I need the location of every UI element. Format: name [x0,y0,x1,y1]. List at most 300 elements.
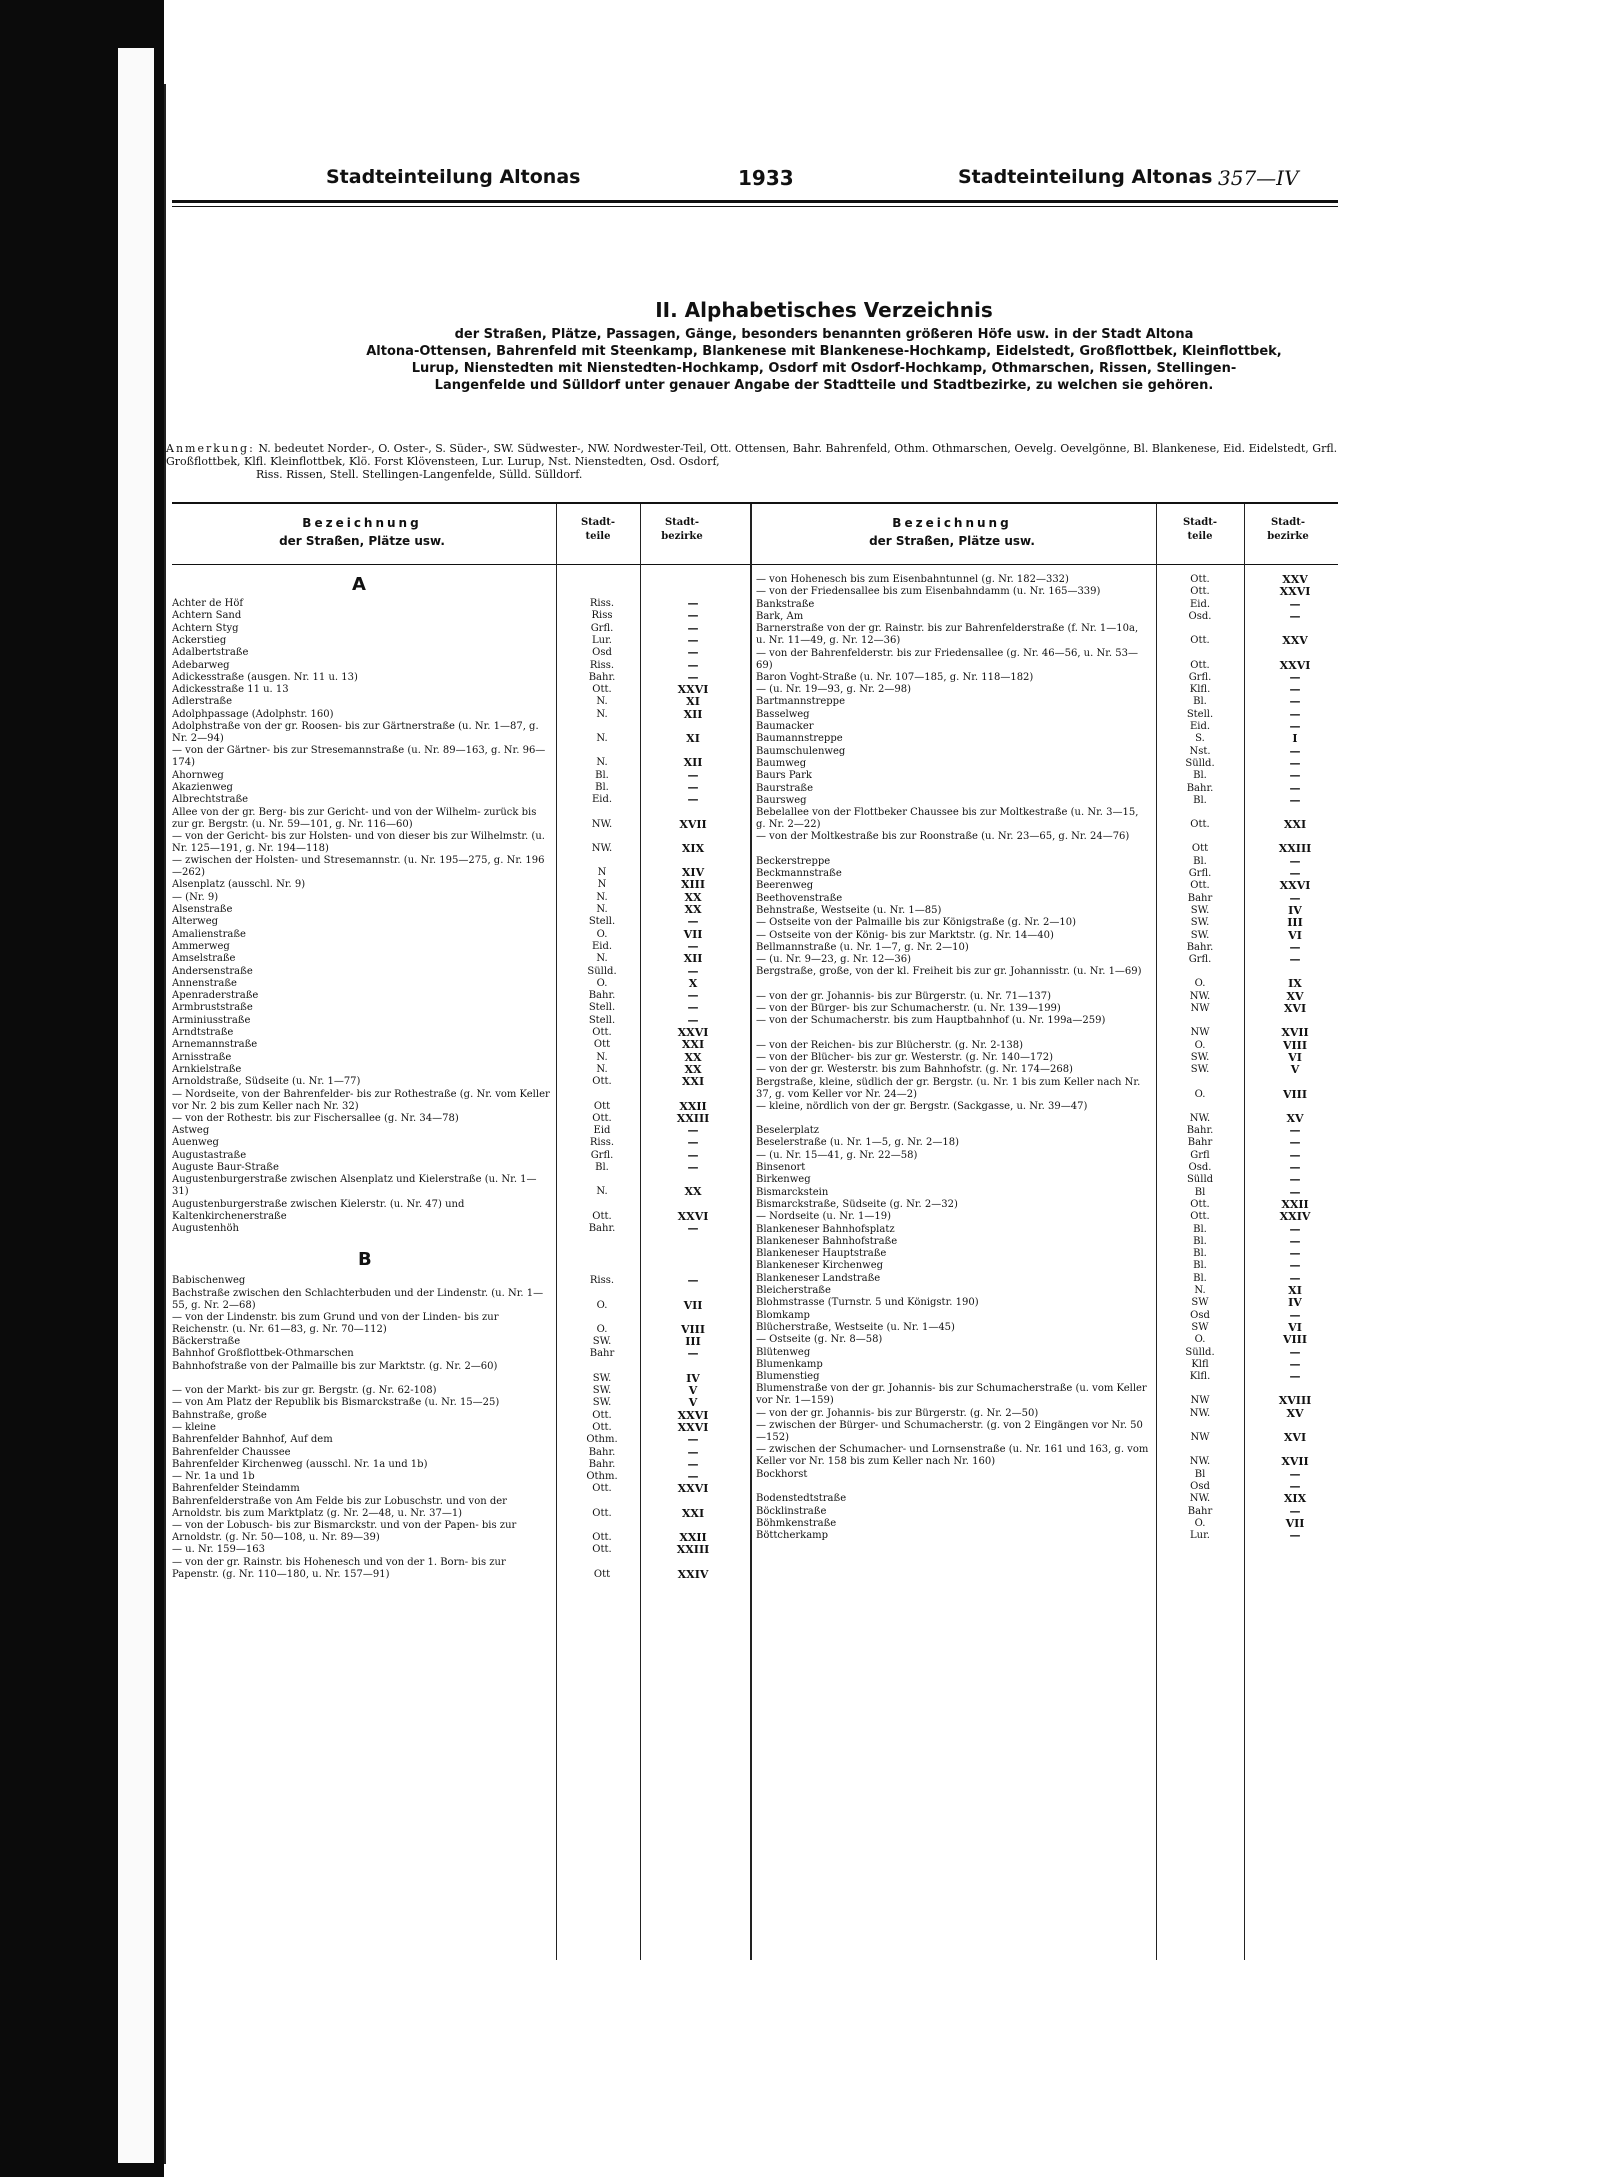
street-entry [172,1447,740,1459]
street-entry [756,917,1342,929]
street-name: Babischenweg [172,1275,246,1287]
street-entry [756,1359,1342,1371]
street-name: Bachstraße zwischen den Schlachterbuden und der Lindenstr. (u. Nr. 1—55, g. Nr. 2—68) [172,1287,544,1311]
street-name: Baumacker [756,721,814,732]
header-line: bezirke [1267,531,1309,542]
stadtbezirk-value: XIX [1283,1492,1307,1506]
street-name: Adolphpassage (Adolphstr. 160) [172,708,334,720]
stadtbezirk-value: XV [1286,1111,1304,1125]
street-name: Blankeneser Landstraße [756,1272,881,1284]
street-entry [756,1174,1342,1186]
stadtbezirk-value: — [1289,1357,1301,1371]
street-name: — von der Friedensallee bis zum Eisenbahndamm (u. Nr. 165—339) [756,586,1101,598]
stadtbezirk-value: XXIII [676,1543,710,1557]
header-line: Bezeichnung [892,516,1012,530]
street-entry [756,1469,1342,1481]
stadtbezirk-value: — [687,1470,699,1484]
stadtbezirk-value: XIII [681,878,705,892]
street-name: Blankeneser Hauptstraße [756,1248,887,1260]
stadtbezirk-value: V [688,1396,698,1410]
stadtteil-value: Bahr [1187,1137,1213,1149]
stadtbezirk-value: — [687,633,699,647]
street-name: Bankstraße [756,598,815,610]
street-entry [172,1125,740,1137]
stadtteil-value: Eid [593,1125,611,1137]
stadtbezirk-value: — [1289,891,1301,905]
stadtteil-value: S. [1195,733,1205,745]
street-name: Amselstraße [172,953,236,965]
street-name: Baron Voght-Straße (u. Nr. 107—185, g. Nr. 118—182) [756,671,1034,683]
table-top-rule [172,502,1338,504]
stadtbezirk-value: — [1289,769,1301,783]
street-entry [172,855,740,879]
street-entry [756,709,1342,721]
stadtbezirk-value: — [687,670,699,684]
stadtteil-value: Stell. [588,1014,616,1026]
stadtbezirk-value: V [688,1384,698,1397]
street-name: Augustenburgerstraße zwischen Kielerstr. (u. Nr. 47) und Kaltenkirchenerstraße [172,1198,465,1222]
header-line: Stadt- [580,517,616,528]
street-name: Böcklinstraße [756,1505,827,1517]
stadtbezirk-value: V [1290,1063,1300,1077]
street-entry [172,1471,740,1483]
stadtbezirk-value: XXVI [677,683,709,697]
remark [166,442,1346,481]
right-bezirke-header [1248,516,1328,544]
street-name: Bartmannstreppe [756,696,846,708]
right-teile-header [1160,516,1240,544]
street-name: Arnoldstraße, Südseite (u. Nr. 1—77) [172,1076,361,1088]
stadtbezirk-value: — [687,1457,699,1471]
stadtbezirk-value: — [687,1433,699,1447]
street-entry [172,1544,740,1556]
stadtteil-value: Ott. [1190,659,1210,671]
street-entry [756,1040,1342,1052]
street-name: Apenraderstraße [172,990,259,1002]
street-name: — kleine [172,1421,216,1433]
stadtteil-value: N. [596,904,608,915]
stadtbezirk-value: XXIV [1279,1210,1311,1224]
stadtteil-value: Ott. [1190,880,1210,892]
street-name: Bahnhofstraße von der Palmaille bis zur Marktstr. (g. Nr. 2—60) [172,1360,498,1372]
stadtbezirk-value: XIX [681,841,705,855]
street-entry [172,672,740,684]
stadtteil-value: SW. [592,1336,612,1348]
street-name: Armbruststraße [172,1002,253,1014]
street-name: Bark, Am [756,610,804,622]
stadtteil-value: Ott. [592,1210,612,1222]
street-name: Ackerstieg [172,634,227,646]
stadtbezirk-value: XX [684,1062,702,1076]
stadtbezirk-value: — [1289,1234,1301,1248]
stadtbezirk-value: XXII [679,1099,707,1113]
street-name: — von der gr. Westerstr. bis zum Bahnhofstr. (g. Nr. 174—268) [756,1064,1073,1076]
street-entry [172,1113,740,1125]
street-entry [172,709,740,721]
header-rule [172,200,1338,203]
street-name: — von der Blücher- bis zur gr. Westerstr. (g. Nr. 140—172) [756,1051,1053,1063]
stadtbezirk-value: XX [684,890,702,904]
stadtteil-value: Ott [1191,843,1209,855]
stadtbezirk-value: XXVI [1279,658,1311,672]
stadtteil-value: Stell. [588,916,616,928]
stadtteil-value: Ott [593,1568,611,1580]
title-block [264,298,1384,394]
stadtbezirk-value: XXII [1281,1197,1309,1211]
street-name: Achtern Styg [172,622,239,634]
street-entry [172,831,740,855]
stadtteil-value: Ott [593,1100,611,1112]
street-entry [172,1434,740,1446]
street-name: Baumschulenweg [756,745,846,757]
stadtbezirk-value: — [687,658,699,672]
stadtbezirk-value: — [1289,1345,1301,1359]
street-name: Beckmannstraße [756,868,842,879]
header-line: bezirke [661,531,703,542]
street-entry [756,966,1342,990]
street-entry [172,1027,740,1039]
street-entry [756,721,1342,733]
stadtbezirk-value: — [1289,683,1301,697]
street-entry [756,1064,1342,1076]
street-entry [756,1137,1342,1149]
street-name: Beerenweg [756,880,814,892]
stadtbezirk-value: — [1289,1222,1301,1236]
stadtbezirk-value: VII [1285,1516,1305,1530]
street-name: Blütenweg [756,1346,811,1358]
street-name: Blankeneser Bahnhofstraße [756,1235,898,1247]
street-entry [172,1312,740,1336]
street-name: Behnstraße, Westseite (u. Nr. 1—85) [756,904,942,916]
street-name: Arminiusstraße [172,1014,251,1026]
street-name: Bleicherstraße [756,1285,831,1296]
stadtteil-value: Riss. [589,1275,615,1287]
street-entry [172,904,740,916]
street-entry [172,1397,740,1409]
street-name: Bodenstedtstraße [756,1493,847,1505]
stadtteil-value: Ott. [1190,819,1210,831]
street-entry [756,1297,1342,1309]
stadtbezirk-value: XXVI [1279,879,1311,893]
street-entry [172,1288,740,1312]
street-entry [172,1557,740,1581]
header-rule-thin [172,206,1338,207]
street-name: Blankeneser Bahnhofsplatz [756,1223,895,1235]
street-name: — von der Lindenstr. bis zum Grund und von der Linden- bis zur Reichenstr. (u. Nr. 61—83, g. Nr. 70—112) [172,1311,499,1335]
stadtteil-value: Klfl [1191,1358,1209,1370]
stadtteil-value: N. [1194,1285,1206,1296]
street-entry [172,1410,740,1422]
header-line: Stadt- [1270,517,1306,528]
stadtteil-value: N [597,867,607,879]
street-name: — Nordseite, von der Bahrenfelder- bis zur Rothestraße (g. Nr. vom Keller vor Nr. 2 bis zum Keller nach Nr. 32) [172,1088,550,1112]
stadtbezirk-value: XX [684,1185,702,1199]
header-right-title: Stadteinteilung Altonas [958,166,1213,188]
stadtteil-value: Bl. [1193,1235,1207,1247]
street-name: Augustastraße [172,1149,247,1161]
street-name: Achtern Sand [172,610,242,622]
street-entry [756,1015,1342,1039]
stadtteil-value: Ott. [592,1027,612,1038]
street-entry [172,1348,740,1360]
stadtbezirk-value: — [687,1161,699,1174]
stadtbezirk-value: XXIV [677,1567,709,1581]
street-name: Adickesstraße 11 u. 13 [172,684,289,696]
street-table [166,514,1366,1964]
street-name: Albrechtstraße [172,794,249,806]
street-entry [172,1162,740,1174]
stadtteil-value: Ott. [592,684,612,696]
stadtbezirk-value: XXV [1282,634,1308,648]
stadtbezirk-value: — [687,1013,699,1027]
header-year: 1933 [738,166,794,190]
street-name: — (Nr. 9) [172,891,219,903]
stadtbezirk-value: XXIII [1278,842,1312,856]
street-name: Blohmstrasse (Turnstr. 5 und Königstr. 190) [756,1297,979,1309]
street-entry [172,1076,740,1088]
stadtteil-value: Ott. [1190,574,1210,585]
stadtteil-value: NW [1190,1395,1210,1407]
street-entry [172,879,740,891]
street-entry [172,610,740,622]
street-entry [172,1150,740,1162]
street-entry [756,991,1342,1003]
street-name: Annenstraße [172,977,237,989]
street-name: — (u. Nr. 9—23, g. Nr. 12—36) [756,954,912,966]
street-entry [756,1334,1342,1346]
street-entry [756,807,1342,831]
stadtteil-value: N. [596,1051,608,1063]
stadtbezirk-value: XXVI [1279,585,1311,599]
stadtbezirk-value: IV [1288,1296,1302,1310]
street-entry [172,1039,740,1051]
stadtbezirk-value: — [687,915,699,929]
remark-label: Anmerkung: [166,442,255,455]
street-entry [172,1223,740,1235]
stadtbezirk-value: — [687,793,699,807]
header-left-title: Stadteinteilung Altonas [326,166,581,188]
stadtbezirk-value: — [687,621,699,635]
stadtteil-value: Riss. [589,659,615,671]
street-name: Andersenstraße [172,965,253,977]
street-entry [756,696,1342,708]
stadtbezirk-value: XXI [681,1038,705,1052]
stadtteil-value: Sülld. [1185,1346,1215,1358]
stadtbezirk-value: — [687,597,699,610]
street-entry [756,1211,1342,1223]
stadtteil-value: Ott. [592,1112,612,1124]
street-entry [172,953,740,965]
stadtbezirk-value: XXIII [676,1111,710,1125]
stadtbezirk-value: — [1289,1504,1301,1518]
header-page-number: 357—IV [1218,166,1299,190]
stadtbezirk-value: — [687,1274,699,1288]
stadtteil-value: N. [596,757,608,769]
street-entry [756,1408,1342,1420]
stadtbezirk-value: XXVI [677,1420,709,1434]
street-name: — Nr. 1a und 1b [172,1471,255,1483]
stadtteil-value: Bahr. [588,1458,616,1470]
left-teile-header [558,516,638,544]
stadtteil-value: Bl. [1193,1272,1207,1284]
street-name: Blumenstraße von der gr. Johannis- bis zur Schumacherstraße (u. vom Keller vor Nr. 1—159) [756,1383,1147,1407]
stadtbezirk-value: XI [686,732,700,745]
header-line: Bezeichnung [302,516,422,530]
stadtbezirk-value: — [1289,854,1301,868]
subtitle-line: Lurup, Nienstedten mit Nienstedten-Hochkamp, Osdorf mit Osdorf-Hochkamp, Othmarschen, Rissen, Stellingen- [411,361,1237,376]
left-bezirke-header [642,516,722,544]
street-name: Bergstraße, große, von der kl. Freiheit bis zur gr. Johannisstr. (u. Nr. 1—69) [756,966,1142,978]
stadtbezirk-value: — [1289,1161,1301,1174]
street-entry [756,831,1342,855]
stadtbezirk-value: — [1289,1479,1301,1493]
stadtbezirk-value: — [1289,1136,1301,1150]
stadtteil-value: N. [596,708,608,720]
header-line: Stadt- [664,517,700,528]
stadtbezirk-value: — [687,1347,699,1361]
street-entry [756,599,1342,611]
street-name: Blumenkamp [756,1358,823,1370]
stadtbezirk-value: VII [683,927,703,941]
stadtbezirk-value: XXVI [677,1026,709,1039]
street-entry [756,954,1342,966]
street-name: Baumweg [756,757,807,769]
street-name [756,1481,1150,1493]
stadtbezirk-value: VII [683,1298,703,1312]
street-entry [756,893,1342,905]
street-entry [756,795,1342,807]
street-entry [172,1199,740,1223]
stadtteil-value: Bahr. [588,1222,616,1234]
stadtteil-value: Grfl. [1188,954,1212,966]
stadtbezirk-value: — [1289,867,1301,880]
street-entry [172,807,740,831]
stadtteil-value: Bl. [595,1162,609,1173]
stadtteil-value: Bl. [1193,696,1207,708]
stadtteil-value: Ott. [592,1409,612,1421]
stadtteil-value: SW [1191,1321,1209,1333]
street-name: — von der gr. Rainstr. bis Hohenesch und von der 1. Born- bis zur Papenstr. (g. Nr. 110—180, u. Nr. 157—91) [172,1556,506,1580]
stadtteil-value: Bahr. [588,990,616,1002]
street-entry [172,978,740,990]
street-name: — von der Rothestr. bis zur Fischersallee (g. Nr. 34—78) [172,1112,459,1124]
stadtteil-value: Ott. [592,1507,612,1519]
street-name: Bockhorst [756,1468,808,1480]
street-name: Augustenhöh [172,1222,239,1234]
stadtbezirk-value: — [687,646,699,660]
stadtteil-value: Osd [592,647,612,659]
street-name: Bahrenfelder Bahnhof, Auf dem [172,1434,333,1446]
street-name: Basselweg [756,708,810,720]
street-entry [172,745,740,769]
stadtteil-value: O. [596,1323,608,1335]
stadtbezirk-value: IV [1288,903,1302,917]
stadtbezirk-value: — [1289,1124,1301,1138]
street-name: Adalbertstraße [172,647,249,659]
stadtteil-value: Grfl [1190,1149,1210,1161]
stadtteil-value: Bahr. [1186,941,1214,953]
street-entry [172,794,740,806]
stadtbezirk-value: XVI [1283,1002,1307,1015]
stadtteil-value: O. [596,928,608,940]
street-name: — (u. Nr. 19—93, g. Nr. 2—98) [756,684,912,696]
stadtteil-value: Bl [1194,1186,1206,1198]
subtitle-line: der Straßen, Plätze, Passagen, Gänge, besonders benannten größeren Höfe usw. in der Stadt Altona [454,327,1194,342]
street-entry [756,783,1342,795]
street-entry [756,586,1342,598]
stadtteil-value: N. [596,1063,608,1075]
stadtteil-value: Stell. [1186,708,1214,720]
stadtbezirk-value: XVII [1281,1455,1309,1469]
stadtteil-value: SW. [1190,929,1210,941]
stadtbezirk-value: — [1289,781,1301,795]
stadtteil-value: Bl. [595,769,609,781]
street-name: — von der Reichen- bis zur Blücherstr. (g. Nr. 2-138) [756,1039,1024,1051]
stadtteil-value: Klfl. [1189,1371,1211,1383]
street-name: — Ostseite von der Palmaille bis zur Königstraße (g. Nr. 2—10) [756,917,1076,929]
street-name: Baurstraße [756,782,814,794]
street-name: Arndtstraße [172,1027,234,1038]
page [164,84,1410,2164]
street-name: Bellmannstraße (u. Nr. 1—7, g. Nr. 2—10) [756,941,969,953]
stadtbezirk-value: XVI [1283,1431,1307,1444]
stadtteil-value: NW. [1189,1456,1211,1468]
stadtbezirk-value: XX [684,1050,702,1064]
street-entry [756,1506,1342,1518]
stadtbezirk-value: XVIII [1278,1394,1312,1408]
street-entry [172,770,740,782]
header-line: Stadt- [1182,517,1218,528]
street-name: — von der Moltkestraße bis zur Roonstraße (u. Nr. 23—65, g. Nr. 24—76) [756,831,1130,843]
street-entry [756,770,1342,782]
stadtbezirk-value: VIII [1283,1333,1307,1347]
stadtbezirk-value: — [1289,670,1301,684]
stadtteil-value: NW. [591,818,613,830]
street-entry [172,1496,740,1520]
street-name: Beckerstreppe [756,855,831,867]
street-entry [756,1150,1342,1162]
stadtteil-value: Eid. [591,940,613,952]
street-name: — zwischen der Holsten- und Stresemannstr. (u. Nr. 195—275, g. Nr. 196—262) [172,855,545,879]
stadtbezirk-value: — [687,964,699,978]
street-name: — von der gr. Johannis- bis zur Bürgerstr. (g. Nr. 2—50) [756,1407,1039,1419]
street-name: Bahrenfelder Kirchenweg (ausschl. Nr. 1a und 1b) [172,1458,428,1470]
street-name: Akazienweg [172,781,233,793]
street-entry [756,1199,1342,1211]
stadtbezirk-value: IV [686,1371,700,1385]
street-name: — von der Gericht- bis zur Holsten- und von dieser bis zur Wilhelmstr. (u. Nr. 125—191, g. Nr. 194—118) [172,830,545,854]
stadtbezirk-value: XXV [1282,573,1308,586]
stadtbezirk-value: VI [1288,1050,1302,1064]
street-name: — von der Bahrenfelderstr. bis zur Friedensallee (g. Nr. 46—56, u. Nr. 53—69) [756,647,1138,671]
street-name: Auguste Baur-Straße [172,1162,279,1173]
stadtbezirk-value: — [687,1148,699,1162]
street-entry [756,1248,1342,1260]
street-name: — von der gr. Johannis- bis zur Bürgerstr. (u. Nr. 71—137) [756,990,1052,1002]
stadtbezirk-value: III [1287,916,1303,930]
stadtteil-value: NW. [1189,1407,1211,1419]
stadtteil-value: Grfl. [1188,671,1212,683]
stadtbezirk-value: — [1289,1370,1301,1384]
street-name: — kleine, nördlich von der gr. Bergstr. (Sackgasse, u. Nr. 39—47) [756,1100,1088,1112]
street-name: Bismarckstein [756,1186,829,1198]
stadtteil-value: N [597,879,607,891]
street-name: Alsenstraße [172,904,233,915]
stadtbezirk-value: — [1289,1308,1301,1322]
street-entry [172,1002,740,1014]
stadtteil-value: NW [1190,1432,1210,1443]
stadtbezirk-value: — [1289,695,1301,709]
